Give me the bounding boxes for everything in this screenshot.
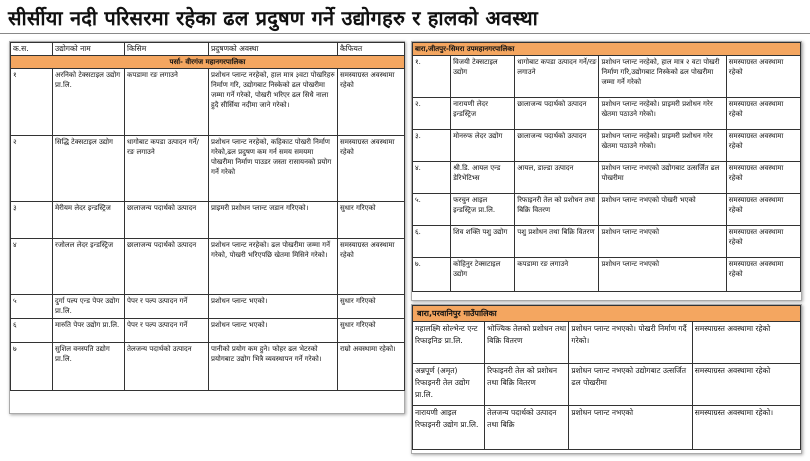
cell-remarks: सुधार गरिएको [338,319,405,343]
cell-type: रिफाइनरी तेल को प्रशोधन तथा बिक्रि वितरण [485,364,569,406]
table-row [11,295,405,319]
cell-name: महालक्ष्मि सोल्भेन्ट एन्ट रिफाइनिङ प्रा.लि. [413,322,485,364]
cell-name: मारुति पेपर उद्योग प्रा.लि. [53,319,125,343]
cell-type: धागोबाट कपडा उत्पादन गर्ने/रङ लगाउने [515,56,599,98]
right-bottom-table-panel [411,304,802,454]
cell-serial: ३. [413,130,451,162]
cell-type: पेपर र पल्प उत्पादन गर्ने [125,295,209,319]
table-row [413,364,801,406]
cell-remarks: समस्याग्रस्त अवस्थामा रहेको [726,226,800,258]
cell-type: पेपर र पल्प उत्पादन गर्ने [125,319,209,343]
cell-remarks: सुधार गरिएको [338,202,405,239]
table-row [11,343,405,391]
table-row [413,162,801,194]
table-row [413,406,801,450]
left-table-panel [9,41,405,414]
cell-name: नारायणी लेदर इन्डस्ट्रिज [451,98,515,130]
cell-remarks: समस्याग्रस्त अवस्थामा रहेको [692,322,800,364]
cell-remarks: समस्याग्रस्त अवस्थामा रहेको [338,136,405,202]
cell-status: प्राइमरी प्रशोधन प्लान्ट जडान गरिएको। [209,202,338,239]
header-remarks: कैफियत [338,43,405,56]
right-top-table-panel [411,41,802,301]
table-row [413,322,801,364]
cell-remarks: समस्याग्रस्त अवस्थामा रहेको [338,239,405,295]
cell-status: प्रशोधन प्लान्ट नभएको [599,258,726,292]
cell-serial: ६. [413,226,451,258]
cell-type: छालाजन्य पदार्थको उत्पादन [125,202,209,239]
cell-type: तेलजन्य पदार्थको उत्पादन [125,343,209,391]
cell-serial: ६ [11,319,53,343]
left-section-row [11,56,405,69]
cell-name: मोनरुफ लेदर उद्योग [451,130,515,162]
cell-serial: २. [413,98,451,130]
cell-serial: २ [11,136,53,202]
cell-status: प्रशोधन प्लान्ट नरहेको, हाल मात्र ३वटा पोखरिहरु निर्माण गरि, उद्योगबाट निस्केको ढल पोखरीमा जम्मा गर्ने गरेको, पोखरी भरिएर ढल सिधै नाला हुदै सीर्सिया नदीमा जाने गरेको। [209,69,338,136]
cell-remarks: सुधार गरिएको [338,295,405,319]
left-table-header-row [11,43,405,56]
cell-status: प्रशोधन प्लान्ट नभएको उद्योगबाट उत्सर्जित ढल पोखरीमा [569,364,692,406]
table-row [11,202,405,239]
cell-name: नारायणी आइल रिफाइनरी उद्योग प्रा.लि. [413,406,485,450]
header-type: किसिम [125,43,209,56]
cell-serial: ५. [413,194,451,226]
section-heading: पर्सा- वीरगंज महानगरपालिका [11,56,405,69]
left-table [10,42,405,391]
cell-remarks: समस्याग्रस्त अवस्थामा रहेको [726,130,800,162]
right-top-section-row [413,43,801,56]
cell-status: प्रशोधन प्लान्ट नरहेको। ढल पोखरीमा जम्मा गर्ने गरेको, पोखरी भरिएपछि खेतमा मिसिने गरेको। [209,239,338,295]
table-row [413,194,801,226]
cell-status: प्रशोधन प्लान्ट नरहेको। प्राइमरी प्रशोधन गरेर खेतमा पठाउने गरेको। [599,98,726,130]
cell-type: आयल, डाल्डा उत्पादन [515,162,599,194]
cell-name: सिद्धि टेक्सटाइल उद्योग [53,136,125,202]
cell-name: फरचुन आइल इन्डस्ट्रिज प्रा.लि. [451,194,515,226]
cell-name: विजयी टेक्सटाइल उद्योग [451,56,515,98]
section-heading: बारा,परवानिपुर गाउँपालिका [412,305,801,321]
cell-status: प्रशोधन प्लान्ट नभएको। पोखरी निर्माण गर्दै गरेको। [569,322,692,364]
cell-status: प्रशोधन प्लान्ट नभएको [599,226,726,258]
cell-serial: १ [11,69,53,136]
cell-remarks: समस्याग्रस्त अवस्थामा रहेको [726,56,800,98]
cell-type: छालाजन्य पदार्थको उत्पादन [125,239,209,295]
cell-name: सुशिल वनस्पति उद्योग प्रा.लि. [53,343,125,391]
cell-type: धागोबाट कपडा उत्पादन गर्ने/रङ लगाउने [125,136,209,202]
header-serial: क.स. [11,43,53,56]
cell-status: प्रशोधन प्लान्ट नभएको [569,406,692,450]
page-title: सीर्सीया नदी परिसरमा रहेका ढल प्रदुषण गर्ने उद्योगहरु र हालको अवस्था [8,6,539,30]
cell-type: छालाजन्य पदार्थको उत्पादन [515,98,599,130]
table-row [413,258,801,292]
cell-remarks: समस्याग्रस्त अवस्थामा रहेको। [692,406,800,450]
right-top-table [412,42,801,292]
cell-name: अरनिको टेक्सटाइल उद्योग प्रा.लि. [53,69,125,136]
cell-type: कपडामा रङ लगाउने [515,258,599,292]
cell-type: तेलजन्य पदार्थको उत्पादन तथा बिक्रि [485,406,569,450]
cell-serial: ५ [11,295,53,319]
cell-status: प्रशोधन प्लान्ट नरहेको। प्राइमरी प्रशोधन गरेर खेतमा पठाउने गरेको। [599,130,726,162]
cell-remarks: समस्याग्रस्त अवस्थामा रहेको [726,194,800,226]
cell-remarks: समस्याग्रस्त अवस्थामा रहेको [692,364,800,406]
right-bottom-table [412,321,801,450]
cell-type: कपडामा रङ लगाउने [125,69,209,136]
cell-remarks: राम्रो अवस्थामा रहेको। [338,343,405,391]
cell-status: पानीको प्रयोग कम हुने। फोहर ढल भेटरको प्रयोगबाट उद्योग भित्रै व्यवस्थापन गर्ने गरेको। [209,343,338,391]
table-row [11,239,405,295]
cell-serial: ३ [11,202,53,239]
cell-serial: ७ [11,343,53,391]
cell-name: श्री.डि. आयल एन्ड डेरिभेटिभ्स [451,162,515,194]
header-industry-name: उद्योगको नाम [53,43,125,56]
cell-type: छालाजन्य पदार्थको उत्पादन [515,130,599,162]
cell-name: शिव शक्ति पशु उद्योग [451,226,515,258]
cell-serial: ४. [413,162,451,194]
cell-status: प्रशोधन प्लान्ट नभएको उद्योगबाट उत्सर्जित ढल पोखरीमा [599,162,726,194]
cell-name: मेरीयम लेदर इन्डस्ट्रिज [53,202,125,239]
cell-status: प्रशोधन प्लान्ट नभएको पोखरी भएको [599,194,726,226]
cell-status: प्रशोधन प्लान्ट नरहेको, कहिकाट पोखरी निर्माण गरेको,ढल प्रदुषण कम गर्न समय समयमा पोखरीमा निर्माण पाउडर जस्ता रासायनको प्रयोग गर्ने गरेको [209,136,338,202]
cell-status: प्रशोधन प्लान्ट भएको। [209,319,338,343]
cell-status: प्रशोधन प्लान्ट भएको। [209,295,338,319]
table-row [11,69,405,136]
table-row [413,226,801,258]
cell-type: रिफाइनरी तेल को प्रशोधन तथा बिक्रि वितरण [515,194,599,226]
title-divider [0,33,810,34]
cell-type: पशु प्रशोधन तथा बिक्रि वितरण [515,226,599,258]
cell-name: दुर्गा पल्प एन्ड पेपर उद्योग प्रा.लि. [53,295,125,319]
cell-name: कोहिनुर टेक्सटाइल उद्योग [451,258,515,292]
header-pollution-status: प्रदुषणको अवस्था [209,43,338,56]
table-row [413,130,801,162]
cell-serial: ४ [11,239,53,295]
cell-remarks: समस्याग्रस्त अवस्थामा रहेको [726,162,800,194]
table-row [11,136,405,202]
table-row [413,56,801,98]
section-heading: बारा,जीतपुर-सिमरा उपमहानगरपालिका [413,43,801,56]
cell-name: अन्नपूर्ण (अमृत) रिफाइनरी तेल उद्योग प्रा.लि. [413,364,485,406]
table-row [11,319,405,343]
table-row [413,98,801,130]
cell-remarks: समस्याग्रस्त अवस्थामा रहेको [338,69,405,136]
cell-remarks: समस्याग्रस्त अवस्थामा रहेको [726,258,800,292]
cell-serial: १. [413,56,451,98]
cell-type: भोज्यिक तेलको प्रशोधन तथा बिक्रि वितरण [485,322,569,364]
cell-status: प्रशोधन प्लान्ट नरहेको, हाल मात्र २ वटा पोखरी निर्माण गरि,उद्योगबाट निस्केको ढल पोखरीमा जम्मा गर्ने गरेको [599,56,726,98]
cell-remarks: समस्याग्रस्त अवस्थामा रहेको [726,98,800,130]
cell-name: रजोलल लेदर इन्डस्ट्रिज [53,239,125,295]
cell-serial: ७. [413,258,451,292]
